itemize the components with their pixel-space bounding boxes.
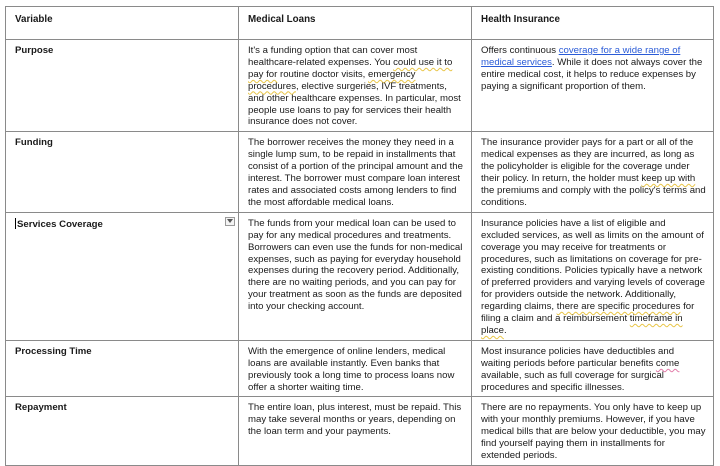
medical-loans-cell[interactable]: The borrower receives the money they need in a single lump sum, to be repaid in installments that consist of a portion of the principal amount and the interest. The borrower must compare loan interest rates and associated costs among lenders to find the most affordable medical loans. [239, 132, 472, 212]
grammar-suggestion[interactable]: could use it to pay for [248, 56, 453, 80]
chevron-down-icon[interactable] [225, 217, 235, 226]
cell-text: Most insurance policies have deductibles and waiting periods before particular benefits [481, 345, 675, 369]
cell-text: Insurance policies have a list of eligible and excluded services, as well as limits on the amount of coverage you may receive for treatments or procedures, such as limitations on coverage for pre-existing conditions. Policies typically have a network of preferred providers and varying levels of coverage for providers outside the network. Additionally, regarding claims, [481, 217, 705, 313]
health-insurance-cell[interactable] [472, 340, 714, 397]
grammar-suggestion[interactable]: there are specific procedures [556, 301, 681, 313]
table-row-repayment [6, 397, 714, 466]
header-health-insurance[interactable]: Health Insurance [472, 7, 714, 40]
header-row [6, 7, 714, 40]
variable-cell[interactable]: Processing Time [6, 340, 239, 397]
header-medical-loans[interactable]: Medical Loans [239, 7, 472, 40]
table-row-funding [6, 132, 714, 212]
header-variable[interactable]: Variable [6, 7, 239, 40]
medical-loans-cell[interactable]: The entire loan, plus interest, must be repaid. This may take several months or years, depending on the loan term and your payments. [239, 397, 472, 466]
variable-cell[interactable]: Repayment [6, 397, 239, 466]
variable-cell[interactable] [6, 212, 239, 340]
grammar-suggestion[interactable]: keep up with [641, 173, 696, 185]
health-insurance-cell[interactable] [472, 132, 714, 212]
cell-text: Offers continuous [481, 45, 559, 56]
comparison-table [5, 6, 714, 466]
cell-text: for filing a claim and a reimbursement [481, 301, 695, 325]
variable-label: Services Coverage [17, 218, 103, 230]
grammar-suggestion[interactable]: timeframe in place [481, 313, 683, 336]
cell-text: available, such as full coverage for surgical procedures and specific illnesses. [481, 369, 664, 393]
table-row-services-coverage [6, 212, 714, 340]
health-insurance-cell[interactable] [472, 212, 714, 340]
table-row-processing-time [6, 340, 714, 397]
health-insurance-cell[interactable] [472, 40, 714, 132]
cell-text: . While it does not always cover the entire medical cost, it helps to reduce expenses by paying a significant proportion of them. [481, 56, 703, 92]
cell-text: It's a funding option that can cover most healthcare-related expenses. You [248, 45, 418, 68]
coverage-link[interactable]: coverage for a wide range of medical services [481, 45, 681, 68]
variable-cell[interactable]: Funding [6, 132, 239, 212]
cell-text: The insurance provider pays for a part or all of the medical expenses as they are incurred, as long as the policyholder is eligible for the coverage under their policy. In return, the holder must [481, 137, 695, 185]
medical-loans-cell[interactable] [239, 40, 472, 132]
medical-loans-cell[interactable]: With the emergence of online lenders, medical loans are available instantly. Even banks that previously took a long time to process loans now offer a shorter waiting time. [239, 340, 472, 397]
table-row-purpose [6, 40, 714, 132]
medical-loans-cell[interactable]: The funds from your medical loan can be used to pay for any medical procedures and treatments. Borrowers can even use the funds for non-medical expenses, such as paying for everyday household expenses during the recovery period. Additionally, there are no waiting periods, and you can pay for your treatment as soon as the funds are deposited into your checking account. [239, 212, 472, 340]
variable-cell[interactable]: Purpose [6, 40, 239, 132]
spelling-suggestion[interactable]: come [655, 357, 680, 369]
cell-text: the premiums and comply with the policy's terms and conditions. [481, 184, 706, 208]
grammar-suggestion[interactable]: emergency procedures [248, 68, 416, 92]
text-cursor [15, 218, 16, 229]
cell-text: . [503, 324, 507, 336]
cell-text: , elective surgeries, IVF treatments, and other healthcare expenses. In particular, most people use loans to pay for services their health insurance does not cover. [248, 80, 461, 128]
cell-text: routine doctor visits, [277, 68, 368, 80]
health-insurance-cell[interactable]: There are no repayments. You only have to keep up with your monthly premiums. However, if you have medical bills that are below your deductible, you may find yourself paying them in installments for extended periods. [472, 397, 714, 466]
